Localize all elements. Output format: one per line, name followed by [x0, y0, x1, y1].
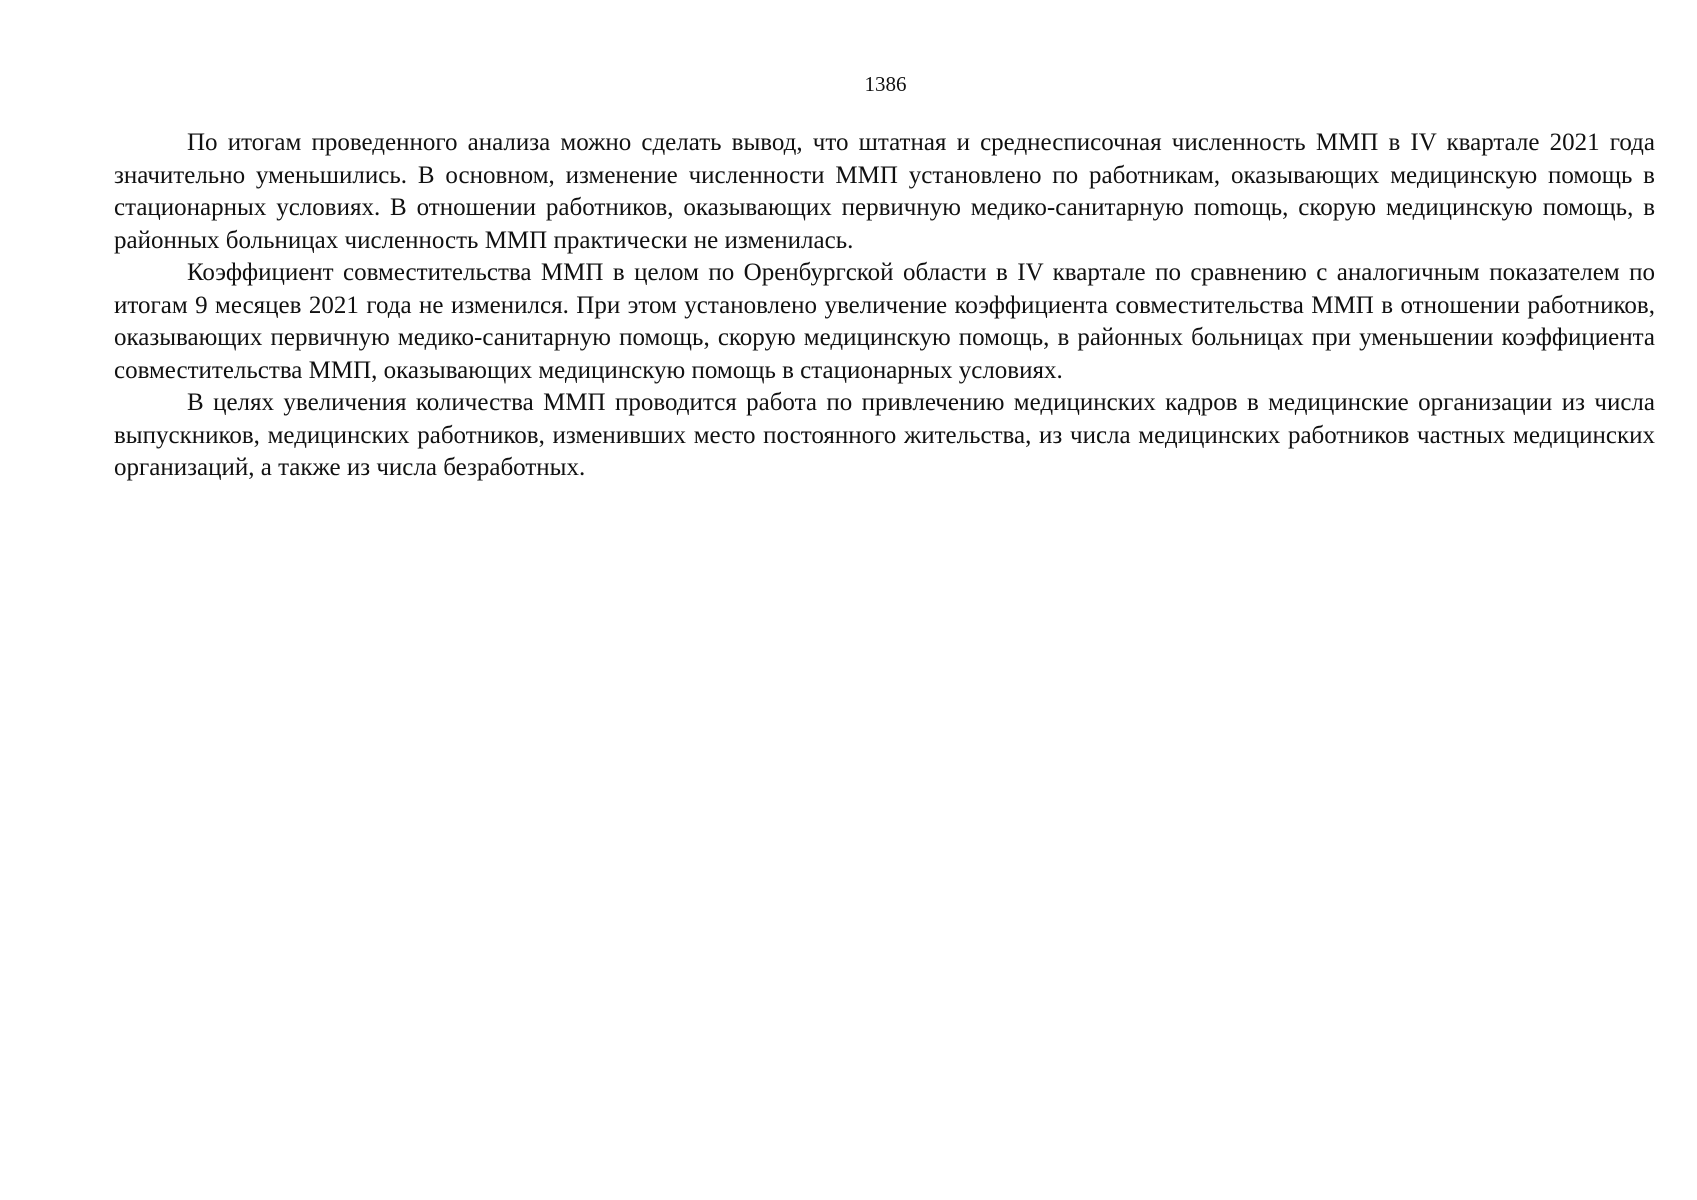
paragraph-staffing-analysis: По итогам проведенного анализа можно сделать вывод, что штатная и среднесписочная численность ММП в IV квартале 2021 года значительно уменьшились. В основном, изменение численности ММП установлено по работникам, оказывающих медицинскую помощь в стационарных условиях. В отношении работников, оказывающих первичную медико-санитарную поmощь, скорую медицинскую помощь, в районных больницах численность ММП практически не изменилась.	[114, 129, 1655, 254]
page-number: 1386	[864, 72, 907, 96]
document-body	[114, 127, 1655, 485]
paragraph-recruitment-measures: В целях увеличения количества ММП проводится работа по привлечению медицинских кадров в медицинские организации из числа выпускников, медицинских работников, изменивших место постоянного жительства, из числа медицинских работников частных медицинских организаций, а также из числа безработных.	[114, 389, 1655, 481]
paragraph-combination-coefficient: Коэффициент совместительства ММП в целом по Оренбургской области в IV квартале по сравнению с аналогичным показателем по итогам 9 месяцев 2021 года не изменился. При этом установлено увеличение коэффициента совместительства ММП в отношении работников, оказывающих первичную медико-санитарную помощь, скорую медицинскую помощь, в районных больницах при уменьшении коэффициента совместительства ММП, оказывающих медицинскую помощь в стационарных условиях.	[114, 259, 1655, 384]
